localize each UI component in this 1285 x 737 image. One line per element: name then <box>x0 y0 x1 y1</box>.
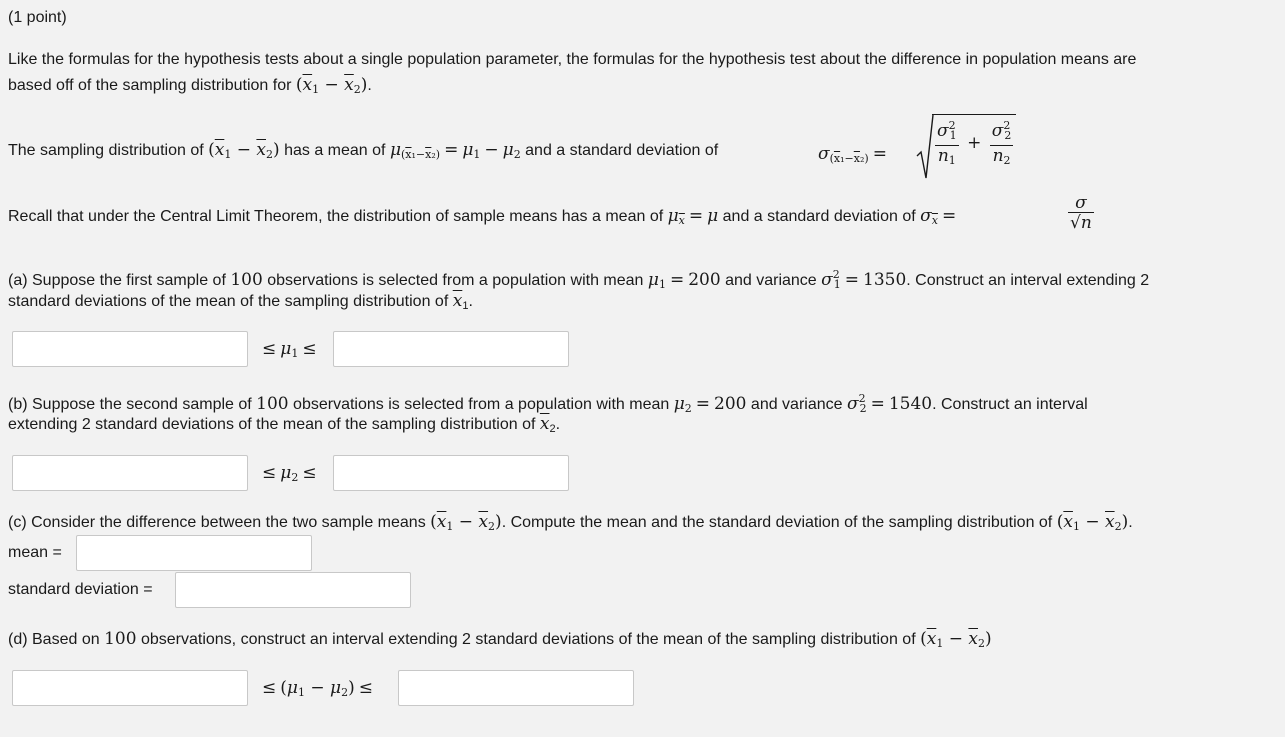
part-a-post: . Construct an interval extending 2 <box>906 272 1150 289</box>
part-a-mid2: and variance <box>720 272 822 289</box>
part-a-pre: (a) Suppose the first sample of <box>8 272 231 289</box>
part-d-lower-input[interactable] <box>12 670 248 706</box>
clt-mean-formula: $\mu\overline{x}$ <box>667 206 685 227</box>
part-c-mid: . Compute the mean and the standard deviation of the sampling distribution of <box>501 514 1057 531</box>
part-c-line: (c) Consider the difference between the two sample means $(\overline{x}_1 - \overline{x}_2)$. Compute the mean and the standard deviation of the sampling distribution of $(\overline{x}_1 - \overline{x}_2)$. <box>8 512 1133 533</box>
part-b-mid1: observations is selected from a population with mean <box>288 396 674 413</box>
part-b-line-2: extending 2 standard deviations of the mean of the sampling distribution of $\overline{x}_2$. <box>8 414 561 435</box>
part-c-mean-input[interactable] <box>76 535 312 571</box>
xbar-diff-formula: $(\overline{x}_1 - \overline{x}_2)$ <box>295 75 368 96</box>
radical-sign <box>916 114 934 180</box>
part-a-mid1: observations is selected from a population with mean <box>262 272 648 289</box>
points-label: (1 point) <box>8 9 67 26</box>
part-c-pre: (c) Consider the difference between the two sample means <box>8 514 431 531</box>
part-d-upper-input[interactable] <box>398 670 634 706</box>
clt-line: Recall that under the Central Limit Theorem, the distribution of sample means has a mean of $\mu\overline{x} = \mu$ and a standard deviation of $\sigma\overline{x}$ = <box>8 206 957 227</box>
clt-pre: Recall that under the Central Limit Theorem, the distribution of sample means has a mean of <box>8 208 668 225</box>
sampling-mid2: and a standard deviation of <box>520 142 719 159</box>
part-d-n: 100 <box>104 629 137 649</box>
part-d-pre: (d) Based on <box>8 631 105 648</box>
sampling-pre: The sampling distribution of <box>8 142 209 159</box>
part-a-mean: 200 <box>688 270 721 290</box>
part-b-mean: 200 <box>714 394 747 414</box>
intro-line-2: based off of the sampling distribution for $(\overline{x}_1 - \overline{x}_2)$. <box>8 75 372 96</box>
part-a-lower-input[interactable] <box>12 331 248 367</box>
part-b-ineq: ≤ $\mu_2$ ≤ <box>262 463 317 484</box>
part-a-line2-text: standard deviations of the mean of the sampling distribution of <box>8 293 453 310</box>
sigma-over-sqrt-n: $\frac{\sigma}{√n}$ <box>1070 193 1092 233</box>
part-b-lower-input[interactable] <box>12 455 248 491</box>
part-d-mid: observations, construct an interval extending 2 standard deviations of the mean of the sampling distribution of <box>136 631 921 648</box>
part-a-ineq: ≤ $\mu_1$ ≤ <box>262 339 317 360</box>
mean-label: mean = <box>8 544 62 561</box>
sd-label: standard deviation = <box>8 581 153 598</box>
sampling-dist-line: The sampling distribution of $(\overline{x}_1 - \overline{x}_2)$ has a mean of $\mu_{(\overline{x}_1-\overline{x}_2)} = \mu_1 - \mu_2$ and a standard deviation of <box>8 140 719 161</box>
part-b-line2-text: extending 2 standard deviations of the mean of the sampling distribution of <box>8 416 540 433</box>
part-b-mid2: and variance <box>746 396 847 413</box>
part-c-sd-input[interactable] <box>175 572 411 608</box>
intro-line-1: Like the formulas for the hypothesis tests about a single population parameter, the formulas for the hypothesis test about the difference in population means are <box>8 51 1137 68</box>
part-a-line-2: standard deviations of the mean of the sampling distribution of $\overline{x}_1$. <box>8 291 473 312</box>
mean-diff-formula: $\mu_{(\overline{x}_1-\overline{x}_2)}$ <box>389 140 441 161</box>
part-b-var: 1540 <box>888 394 933 414</box>
sqrt-formula: $\frac{\sigma^2_1}{n_1}$ + $\frac{\sigma^2_2}{n_2}$ <box>916 114 1016 171</box>
intro-line-2-text: based off of the sampling distribution for <box>8 77 296 94</box>
part-a-var: 1350 <box>863 270 907 290</box>
sd-diff-formula: $\sigma_{(\overline{x}_1-\overline{x}_2)}$ = $\frac{\sigma^2_1}{n_1}$ + $\frac{\sigma^2_2}{n_2}$ <box>818 114 891 135</box>
part-b-line-1: (b) Suppose the second sample of 100 observations is selected from a population with mean $\mu_2 = 200$ and variance $\sigma^2_2 = 1540$. Construct an interval <box>8 392 1088 415</box>
part-b-n: 100 <box>256 394 289 414</box>
part-d-ineq: ≤ $(\mu_1 - \mu_2)$ ≤ <box>262 678 373 699</box>
sampling-mid1: has a mean of <box>279 142 390 159</box>
part-a-n: 100 <box>230 270 263 290</box>
xbar-diff-formula: $(\overline{x}_1 - \overline{x}_2)$ <box>208 140 280 161</box>
part-a-upper-input[interactable] <box>333 331 569 367</box>
part-a-line-1: (a) Suppose the first sample of 100 observations is selected from a population with mean $\mu_1 = 200$ and variance $\sigma^2_1 = 1350$. Construct an interval extending 2 <box>8 268 1150 291</box>
part-b-pre: (b) Suppose the second sample of <box>8 396 257 413</box>
part-b-upper-input[interactable] <box>333 455 569 491</box>
clt-sd-formula: $\sigma\overline{x}$ <box>920 206 938 227</box>
part-b-post: . Construct an interval <box>932 396 1088 413</box>
part-d-line: (d) Based on 100 observations, construct an interval extending 2 standard deviations of the mean of the sampling distribution of $(\overline{x}_1 - \overline{x}_2)$ <box>8 629 992 650</box>
clt-mid: and a standard deviation of <box>718 208 921 225</box>
